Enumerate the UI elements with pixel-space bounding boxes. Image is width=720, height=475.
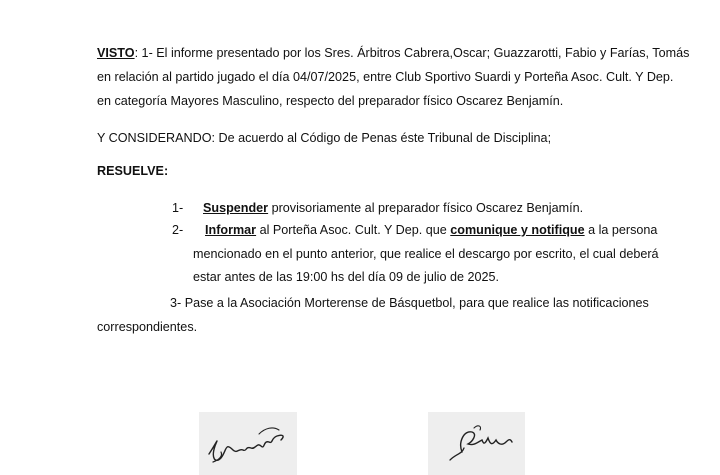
signature-right-image <box>428 412 525 475</box>
item-2-mid: al Porteña Asoc. Cult. Y Dep. que <box>256 223 451 237</box>
item-2-line-2: mencionado en el punto anterior, que realice el descargo por escrito, el cual deberá <box>193 247 659 261</box>
item-1-rest: provisoriamente al preparador físico Oscarez Benjamín. <box>268 201 584 215</box>
resuelve-heading: RESUELVE: <box>97 164 169 178</box>
item-2-line-3: estar antes de las 19:00 hs del día 09 de julio de 2025. <box>193 270 499 284</box>
visto-label: VISTO <box>97 46 135 60</box>
item-2-tail: a la persona <box>584 223 658 237</box>
item-2-number: 2- <box>172 223 184 237</box>
item-2-keyword-comunique: comunique y notifique <box>450 223 585 237</box>
item-3-line-2: correspondientes. <box>97 320 198 334</box>
considerando-paragraph: Y CONSIDERANDO: De acuerdo al Código de Penas éste Tribunal de Disciplina; <box>97 131 552 145</box>
visto-line-1-text: : 1- El informe presentado por los Sres. Árbitros Cabrera,Oscar; Guazzarotti, Fabio y Farías, Tomás <box>134 46 690 60</box>
item-1-text <box>203 200 583 217</box>
visto-line-2: en relación al partido jugado el día 04/07/2025, entre Club Sportivo Suardi y Porteña Asoc. Cult. Y Dep. <box>97 70 674 84</box>
item-2-keyword-informar: Informar <box>205 223 257 237</box>
item-2-line-1 <box>205 222 657 239</box>
item-1-number: 1- <box>172 201 184 215</box>
signature-left-image <box>199 412 297 475</box>
item-3-line-1: 3- Pase a la Asociación Morterense de Básquetbol, para que realice las notificaciones <box>170 296 649 310</box>
visto-line-3: en categoría Mayores Masculino, respecto del preparador físico Oscarez Benjamín. <box>97 94 564 108</box>
item-1-keyword: Suspender <box>203 201 269 215</box>
visto-line-1 <box>97 45 689 62</box>
